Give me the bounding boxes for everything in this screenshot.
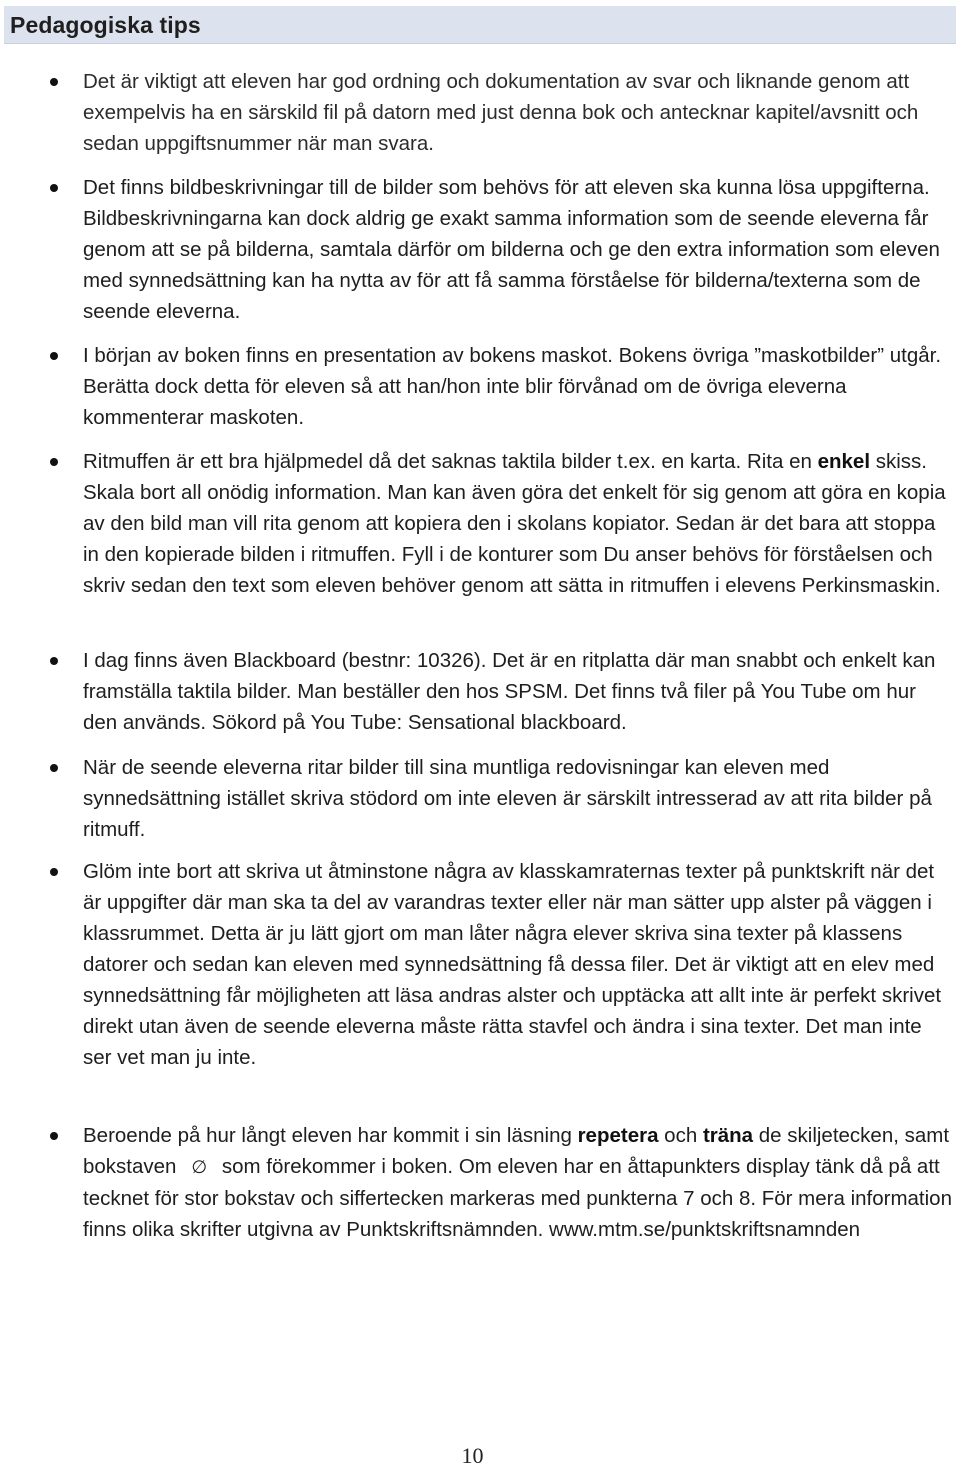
tip-text: Ritmuffen är ett bra hjälpmedel då det saknas taktila bilder t.ex. en karta. Rita en xyxy=(83,450,818,473)
tip-text: som förekommer i boken. Om eleven har en åttapunkters display tänk då på att tecknet för stor bokstav och siffertecken markeras med punkterna 7 och 8. För mera information finns olika skrifter utgivna av Punktskriftsnämnden. www.mtm.se/punktskriftsnamnden xyxy=(83,1155,952,1241)
bullet-icon xyxy=(50,657,58,665)
tip-text: Det finns bildbeskrivningar till de bilder som behövs för att eleven ska kunna lösa uppgifterna. Bildbeskrivningarna kan dock aldrig ge exakt samma information som de seende eleverna får genom att se på bilderna, samtala därför om bilderna och ge den extra information som eleven med synnedsättning kan ha nytta av för att få samma förståelse för bilderna/texterna som de seende eleverna. xyxy=(83,176,940,323)
emphasis-text: enkel xyxy=(817,450,871,473)
bullet-icon xyxy=(50,352,58,360)
list-item xyxy=(83,66,955,159)
bullet-icon xyxy=(50,1132,58,1140)
tip-text: Beroende på hur långt eleven har kommit i sin läsning xyxy=(83,1124,578,1147)
tip-text: Det är viktigt att eleven har god ordning och dokumentation av svar och liknande genom att exempelvis ha en särskild fil på datorn med just denna bok och antecknar kapitel/avsnitt och sedan uppgiftsnummer när man svara. xyxy=(83,70,919,155)
bullet-icon xyxy=(50,458,58,466)
emphasis-text: repetera xyxy=(577,1124,659,1147)
list-item xyxy=(83,172,955,327)
tip-text: skiss. Skala bort all onödig information. Man kan även göra det enkelt för sig genom att göra en kopia av den bild man vill rita genom att kopiera den i skolans kopiator. Sedan är det bara att stoppa in den kopierade bilden i ritmuffen. Fyll i de konturer som Du anser behövs för förståelsen och skriv sedan den text som eleven behöver genom att sätta in ritmuffen i elevens Perkinsmaskin. xyxy=(83,450,946,597)
tip-text: När de seende eleverna ritar bilder till sina muntliga redovisningar kan eleven med synnedsättning istället skriva stödord om inte eleven är särskilt intresserad av att rita bilder på ritmuff. xyxy=(83,756,932,841)
list-item xyxy=(83,856,955,1073)
bullet-icon xyxy=(50,78,58,86)
tip-text: I början av boken finns en presentation av bokens maskot. Bokens övriga ”maskotbilder” utgår. Berätta dock detta för eleven så att han/hon inte blir förvånad om de övriga eleverna kommenterar maskoten. xyxy=(83,344,942,429)
emphasis-text: träna xyxy=(702,1124,754,1147)
tip-text: I dag finns även Blackboard (bestnr: 10326). Det är en ritplatta där man snabbt och enkelt kan framställa taktila bilder. Man beställer den hos SPSM. Det finns två filer på You Tube om hur den används. Sökord på You Tube: Sensational blackboard. xyxy=(83,649,936,734)
list-item xyxy=(83,752,955,845)
empty-set-symbol: ∅ xyxy=(191,1157,207,1178)
list-item xyxy=(83,340,955,433)
list-item xyxy=(83,446,955,601)
tip-text: de skiljetecken, samt bokstaven xyxy=(83,1124,950,1178)
tip-text: och xyxy=(658,1124,703,1147)
page-number: 10 xyxy=(461,1443,484,1468)
heading-bar xyxy=(4,6,956,44)
list-item xyxy=(83,645,955,738)
tip-text: Glöm inte bort att skriva ut åtminstone några av klasskamraternas texter på punktskrift när det är uppgifter där man ska ta del av varandras texter eller när man sätter upp alster på väggen i klassrummet. Detta är ju lätt gjort om man låter några elever skriva sina texter på klassens datorer och sedan kan eleven med synnedsättning få dessa filer. Det är viktigt att en elev med synnedsättning får möjligheten att läsa andras alster och upptäcka att allt inte är perfekt skrivet direkt utan även de seende eleverna måste rätta stavfel och ändra i sina texter. Det man inte ser vet man ju inte. xyxy=(83,860,942,1069)
bullet-icon xyxy=(50,184,58,192)
bullet-icon xyxy=(50,868,58,876)
page-heading: Pedagogiska tips xyxy=(10,12,201,38)
list-item xyxy=(83,1120,955,1245)
bullet-icon xyxy=(50,764,58,772)
